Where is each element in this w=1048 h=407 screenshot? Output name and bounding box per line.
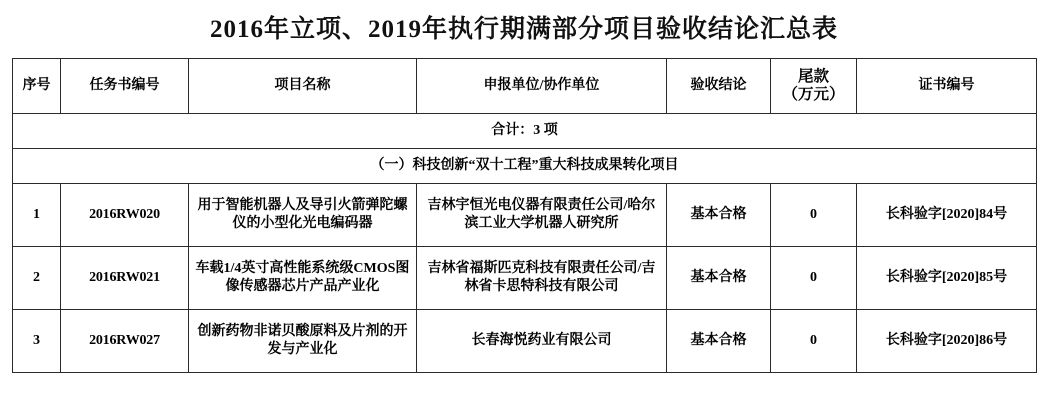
- cell-name: 创新药物非诺贝酸原料及片剂的开发与产业化: [189, 310, 417, 373]
- cell-seq: 2: [13, 247, 61, 310]
- cell-code: 2016RW027: [61, 310, 189, 373]
- cell-cert: 长科验字[2020]84号: [857, 184, 1037, 247]
- cell-seq: 3: [13, 310, 61, 373]
- cell-balance: 0: [771, 247, 857, 310]
- page-title: 2016年立项、2019年执行期满部分项目验收结论汇总表: [209, 16, 838, 43]
- table-header: [13, 59, 1037, 114]
- cell-balance: 0: [771, 184, 857, 247]
- cell-cert: 长科验字[2020]86号: [857, 310, 1037, 373]
- section-row-label: （一）科技创新“双十工程”重大科技成果转化项目: [13, 149, 1037, 184]
- column-header-balance-line2: （万元）: [782, 86, 845, 103]
- cell-name: 用于智能机器人及导引火箭弹陀螺仪的小型化光电编码器: [189, 184, 417, 247]
- cell-unit: 吉林省福斯匹克科技有限责任公司/吉林省卡思特科技有限公司: [417, 247, 667, 310]
- column-header-seq: 序号: [13, 59, 61, 114]
- column-header-unit: 申报单位/协作单位: [417, 59, 667, 114]
- column-header-name: 项目名称: [189, 59, 417, 114]
- section-row: [13, 149, 1037, 184]
- cell-result: 基本合格: [667, 184, 771, 247]
- column-header-balance-line1: 尾款: [797, 68, 829, 86]
- project-acceptance-table: [12, 58, 1037, 373]
- cell-code: 2016RW021: [61, 247, 189, 310]
- column-header-cert: 证书编号: [857, 59, 1037, 114]
- cell-name: 车载1/4英寸高性能系统级CMOS图像传感器芯片产品产业化: [189, 247, 417, 310]
- cell-result: 基本合格: [667, 310, 771, 373]
- table-row: [13, 184, 1037, 247]
- table-header-row: [13, 59, 1037, 114]
- column-header-result: 验收结论: [667, 59, 771, 114]
- cell-result: 基本合格: [667, 247, 771, 310]
- column-header-code: 任务书编号: [61, 59, 189, 114]
- total-row: [13, 114, 1037, 149]
- cell-cert: 长科验字[2020]85号: [857, 247, 1037, 310]
- cell-unit: 吉林宇恒光电仪器有限责任公司/哈尔滨工业大学机器人研究所: [417, 184, 667, 247]
- column-header-balance: [771, 59, 857, 114]
- table-row: [13, 310, 1037, 373]
- cell-code: 2016RW020: [61, 184, 189, 247]
- cell-unit: 长春海悦药业有限公司: [417, 310, 667, 373]
- table-row: [13, 247, 1037, 310]
- total-row-label: 合计：3 项: [13, 114, 1037, 149]
- cell-balance: 0: [771, 310, 857, 373]
- table-body: [13, 114, 1037, 373]
- cell-seq: 1: [13, 184, 61, 247]
